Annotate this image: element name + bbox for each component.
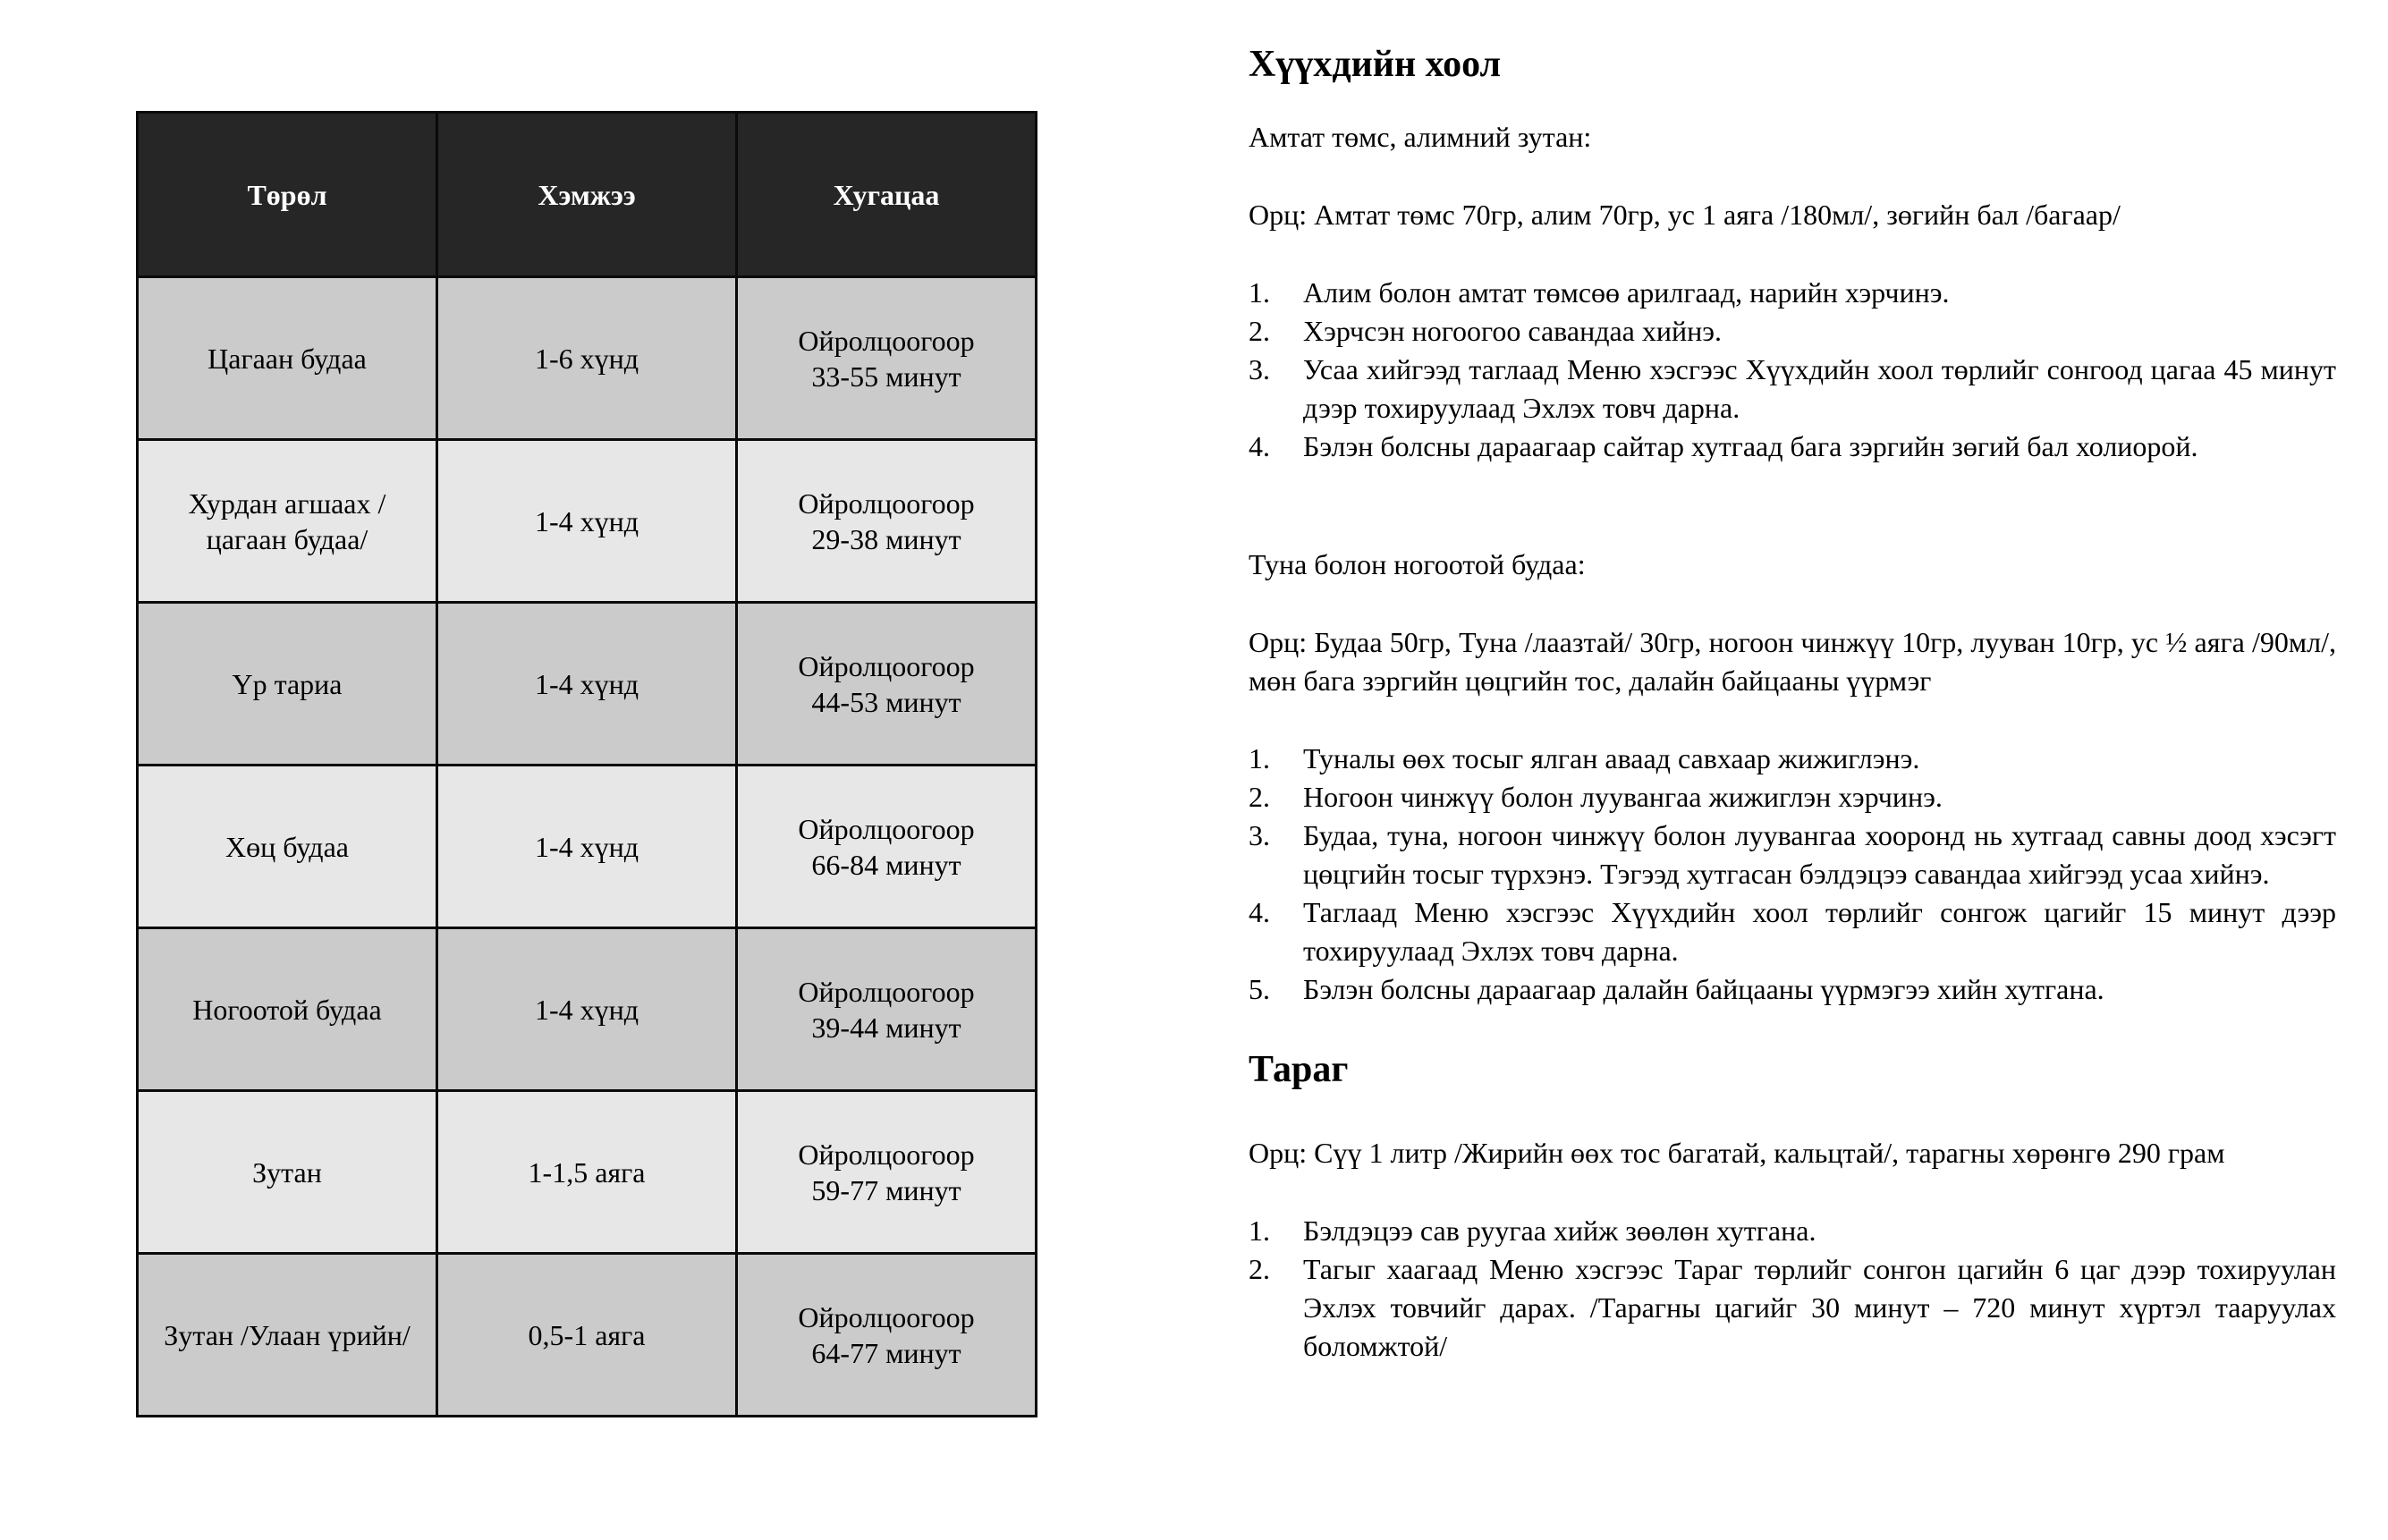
recipe-steps: [1249, 274, 2336, 466]
cell-time: Ойролцоогоор 66-84 минут: [737, 766, 1037, 928]
cell-time: Ойролцоогоор 33-55 минут: [737, 277, 1037, 440]
cooking-time-table: [136, 111, 1037, 1417]
cell-type: Цагаан будаа: [138, 277, 437, 440]
cell-type: Зутан /Улаан үрийн/: [138, 1254, 437, 1417]
header-time: Хугацаа: [737, 113, 1037, 277]
header-amount: Хэмжээ: [437, 113, 737, 277]
cell-amount: 1-4 хүнд: [437, 603, 737, 766]
cell-type: Зутан: [138, 1091, 437, 1254]
list-item: 4. Бэлэн болсны дараагаар сайтар хутгаад бага зэргийн зөгий бал холиорой.: [1249, 430, 2198, 462]
cell-type: Хурдан агшаах /цагаан будаа/: [138, 440, 437, 603]
cell-amount: 1-6 хүнд: [437, 277, 737, 440]
list-item: 2. Хэрчсэн ногоогоо савандаа хийнэ.: [1249, 315, 1722, 347]
cell-amount: 0,5-1 аяга: [437, 1254, 737, 1417]
cell-time: Ойролцоогоор 64-77 минут: [737, 1254, 1037, 1417]
cell-time: Ойролцоогоор 44-53 минут: [737, 603, 1037, 766]
table-row: [138, 766, 1037, 928]
cell-amount: 1-4 хүнд: [437, 440, 737, 603]
recipe-name: Туна болон ногоотой будаа:: [1249, 548, 1586, 580]
list-item: 3. Будаа, туна, ногоон чинжүү болон луувангаа хооронд нь хутгаад савны доод хэсэгт цөцгийн тосыг түрхэнэ. Тэгээд хутгасан бэлдэцээ савандаа хийгээд усаа хийнэ.: [1249, 819, 2336, 890]
table-header-row: [138, 113, 1037, 277]
recipe-steps: [1249, 1212, 2336, 1366]
table-row: [138, 603, 1037, 766]
recipe-ingredients: Орц: Сүү 1 литр /Жирийн өөх тос багатай, кальцтай/, тарагны хөрөнгө 290 грам: [1249, 1137, 2225, 1169]
table-row: [138, 440, 1037, 603]
cell-type: Үр тариа: [138, 603, 437, 766]
cell-time: Ойролцоогоор 39-44 минут: [737, 928, 1037, 1091]
table-row: [138, 1091, 1037, 1254]
list-item: 1. Алим болон амтат төмсөө арилгаад, нарийн хэрчинэ.: [1249, 276, 1950, 309]
cell-type: Ногоотой будаа: [138, 928, 437, 1091]
cell-amount: 1-4 хүнд: [437, 766, 737, 928]
section-title-baby-food: Хүүхдийн хоол: [1249, 44, 1502, 85]
recipe-steps: [1249, 740, 2336, 1009]
cell-amount: 1-4 хүнд: [437, 928, 737, 1091]
list-item: 1. Туналы өөх тосыг ялган аваад савхаар жижиглэнэ.: [1249, 742, 1920, 774]
list-item: 5. Бэлэн болсны дараагаар далайн байцааны үүрмэгээ хийн хутгана.: [1249, 973, 2104, 1005]
list-item: 4. Таглаад Меню хэсгээс Хүүхдийн хоол төрлийг сонгож цагийг 15 минут дээр тохируулаад Эхлэх товч дарна.: [1249, 896, 2336, 967]
header-type: Төрөл: [138, 113, 437, 277]
list-item: 2. Тагыг хаагаад Меню хэсгээс Тараг төрлийг сонгон цагийн 6 цаг дээр тохируулан Эхлэх товчийг дарах. /Тарагны цагийг 30 минут – 720 минут хүртэл тааруулах боломжтой/: [1249, 1253, 2336, 1362]
cell-time: Ойролцоогоор 29-38 минут: [737, 440, 1037, 603]
list-item: 1. Бэлдэцээ сав руугаа хийж зөөлөн хутгана.: [1249, 1214, 1816, 1247]
recipe-ingredients: Орц: Будаа 50гр, Туна /лаазтай/ 30гр, ногоон чинжүү 10гр, лууван 10гр, ус ½ аяга /90мл/, мөн бага зэргийн цөцгийн тос, далайн байцааны үүрмэг: [1249, 626, 2336, 697]
cell-type: Хөц будаа: [138, 766, 437, 928]
cell-time: Ойролцоогоор 59-77 минут: [737, 1091, 1037, 1254]
table-row: [138, 928, 1037, 1091]
table-row: [138, 1254, 1037, 1417]
list-item: 3. Усаа хийгээд таглаад Меню хэсгээс Хүүхдийн хоол төрлийг сонгоод цагаа 45 минут дээр тохируулаад Эхлэх товч дарна.: [1249, 353, 2336, 424]
table-row: [138, 277, 1037, 440]
section-title-yogurt: Тараг: [1249, 1049, 1349, 1090]
recipe-name: Амтат төмс, алимний зутан:: [1249, 121, 1592, 153]
list-item: 2. Ногоон чинжүү болон луувангаа жижиглэн хэрчинэ.: [1249, 781, 1943, 813]
recipe-ingredients: Орц: Амтат төмс 70гр, алим 70гр, ус 1 аяга /180мл/, зөгийн бал /багаар/: [1249, 199, 2121, 231]
cell-amount: 1-1,5 аяга: [437, 1091, 737, 1254]
recipe-document: [1249, 39, 2336, 1366]
